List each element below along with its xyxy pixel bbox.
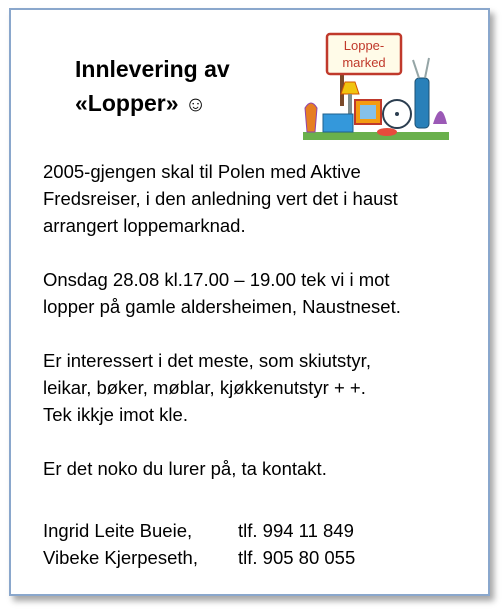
paragraph-intro: 2005-gjengen skal til Polen med Aktive Fredsreiser, i den anledning vert det i haust arrangert loppemarknad. — [43, 161, 398, 236]
contact-row — [43, 517, 355, 544]
contact-phone: tlf. 905 80 055 — [238, 547, 356, 568]
paragraph-items: Er interessert i det meste, som skiutstyr, leikar, bøker, møblar, kjøkkenutstyr + +. Tek ikkje imot kle. — [43, 350, 371, 425]
smiley-icon: ☺ — [184, 93, 207, 116]
vase-right-icon — [433, 111, 447, 124]
sign-text-2: marked — [342, 55, 386, 70]
sign-text-1: Loppe- — [343, 38, 385, 53]
club-2 — [425, 58, 429, 78]
golf-bag-icon — [415, 78, 429, 128]
vase-icon — [305, 103, 317, 132]
club-1 — [413, 60, 419, 78]
contact-phone: tlf. 994 11 849 — [238, 520, 354, 541]
pot-icon — [377, 128, 397, 136]
title-line-1: Innlevering av — [75, 56, 230, 82]
contact-row — [43, 544, 355, 571]
paragraph-time-place: Onsdag 28.08 kl.17.00 – 19.00 tek vi i mot lopper på gamle aldersheimen, Naustneset. — [43, 269, 401, 317]
contact-list — [43, 517, 355, 571]
flea-market-illustration — [297, 28, 453, 146]
title-line-2 — [75, 86, 230, 122]
wheel-hub — [395, 112, 399, 116]
contact-name: Vibeke Kjerpeseth, — [43, 547, 198, 568]
notice-title — [75, 52, 230, 122]
notice-card — [9, 8, 490, 596]
title-lopper: «Lopper» — [75, 90, 179, 116]
picture-inner — [360, 105, 376, 119]
paragraph-contact-prompt: Er det noko du lurer på, ta kontakt. — [43, 458, 327, 479]
contact-name: Ingrid Leite Bueie, — [43, 520, 193, 541]
box-icon — [323, 114, 353, 132]
notice-body — [43, 158, 483, 509]
grass-strip — [303, 132, 449, 140]
